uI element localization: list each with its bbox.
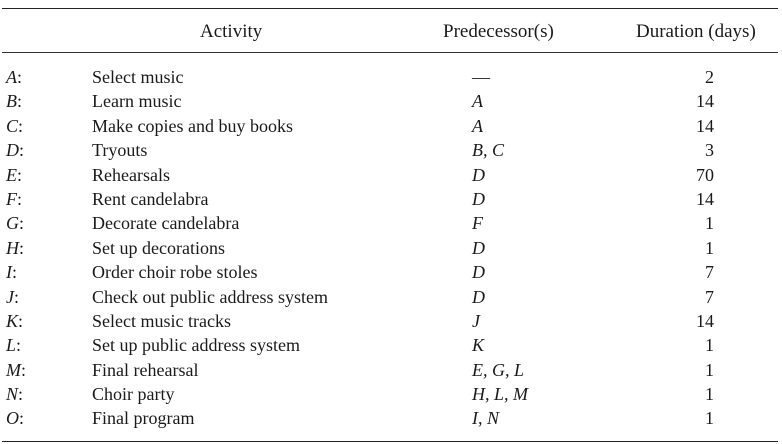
activity-predecessors: D	[472, 262, 485, 283]
activity-letter	[6, 236, 24, 260]
activity-name: Select music	[92, 67, 184, 87]
activity-name: Check out public address system	[92, 286, 328, 307]
header-row	[2, 9, 778, 52]
activity-letter	[6, 138, 24, 162]
activity-id: N	[6, 384, 19, 405]
activity-id-colon: :	[19, 213, 25, 234]
activity-id-colon: :	[18, 384, 24, 405]
table-row	[2, 187, 778, 211]
activity-duration: 1	[705, 384, 714, 405]
activity-duration: 1	[705, 359, 714, 380]
activity-letter	[6, 260, 17, 284]
table-row	[2, 236, 778, 260]
activity-letter	[6, 358, 26, 382]
table-row	[2, 382, 778, 406]
activity-id-colon: :	[14, 286, 20, 307]
activity-predecessors: D	[472, 164, 485, 185]
activity-duration: 2	[705, 67, 714, 87]
activity-id-colon: :	[12, 262, 18, 283]
activity-id-colon: :	[19, 237, 25, 258]
activity-id: D	[6, 140, 19, 161]
activity-name: Learn music	[92, 91, 182, 112]
header-activity: Activity	[200, 21, 263, 42]
activity-id: F	[6, 188, 17, 209]
activity-id: A	[6, 67, 17, 87]
activity-duration: 14	[696, 115, 714, 136]
activity-name: Final rehearsal	[92, 359, 199, 380]
activity-letter	[6, 309, 23, 333]
activity-name: Rent candelabra	[92, 188, 209, 209]
activity-id: E	[6, 164, 17, 185]
activity-id-colon: :	[19, 408, 25, 429]
activity-name: Rehearsals	[92, 164, 170, 185]
activity-name: Tryouts	[92, 140, 148, 161]
table-row	[2, 89, 778, 113]
activity-letter	[6, 163, 22, 187]
activity-id: K	[6, 310, 19, 331]
activity-duration: 1	[705, 237, 714, 258]
activity-id: H	[6, 237, 19, 258]
activity-letter	[6, 406, 24, 430]
activity-letter	[6, 65, 22, 89]
activity-id-colon: :	[17, 188, 23, 209]
table-row	[2, 333, 778, 357]
activity-predecessors: H, L, M	[472, 384, 529, 405]
activity-duration: 14	[696, 91, 714, 112]
table-row	[2, 65, 778, 89]
activity-id: I	[6, 262, 12, 283]
activity-id: M	[6, 359, 21, 380]
activity-id-colon: :	[21, 359, 27, 380]
activity-id: G	[6, 213, 19, 234]
activity-duration: 7	[705, 286, 714, 307]
activity-id: L	[6, 335, 17, 356]
activity-duration: 1	[705, 408, 714, 429]
activity-predecessors: E, G, L	[472, 359, 525, 380]
table-row	[2, 211, 778, 235]
activity-name: Final program	[92, 408, 195, 429]
bottom-rule	[2, 441, 778, 442]
table-row	[2, 163, 778, 187]
activity-predecessors: I, N	[472, 408, 499, 429]
activity-letter	[6, 333, 21, 357]
table-row	[2, 260, 778, 284]
activity-letter	[6, 187, 22, 211]
table-row	[2, 309, 778, 333]
activity-name: Choir party	[92, 384, 175, 405]
activity-letter	[6, 89, 22, 113]
activity-name: Select music tracks	[92, 310, 231, 331]
activity-predecessors: J	[472, 310, 480, 331]
activity-id: B	[6, 91, 17, 112]
activity-predecessors: —	[472, 67, 490, 87]
activity-name: Make copies and buy books	[92, 115, 293, 136]
activity-id-colon: :	[16, 335, 22, 356]
table-body	[2, 53, 778, 441]
activity-name: Order choir robe stoles	[92, 262, 258, 283]
activity-id-colon: :	[17, 164, 23, 185]
activity-duration: 1	[705, 335, 714, 356]
activity-id: C	[6, 115, 19, 136]
activity-id-colon: :	[17, 91, 23, 112]
activity-duration: 70	[696, 164, 714, 185]
activity-predecessors: K	[472, 335, 485, 356]
activity-predecessors: D	[472, 188, 485, 209]
activity-duration: 14	[696, 188, 714, 209]
activity-predecessors: B, C	[472, 140, 505, 161]
activity-table	[2, 8, 778, 442]
table-row	[2, 114, 778, 138]
activity-predecessors: F	[472, 213, 483, 234]
activity-letter	[6, 382, 23, 406]
activity-name: Set up decorations	[92, 237, 225, 258]
activity-id-colon: :	[17, 67, 23, 87]
activity-duration: 14	[696, 310, 714, 331]
activity-predecessors: D	[472, 286, 485, 307]
table-row	[2, 138, 778, 162]
activity-name: Decorate candelabra	[92, 213, 240, 234]
activity-letter	[6, 114, 23, 138]
activity-predecessors: A	[472, 91, 483, 112]
activity-duration: 1	[705, 213, 714, 234]
header-duration: Duration (days)	[636, 21, 756, 42]
activity-letter	[6, 211, 24, 235]
header-predecessors: Predecessor(s)	[443, 21, 554, 42]
activity-predecessors: D	[472, 237, 485, 258]
activity-name: Set up public address system	[92, 335, 300, 356]
activity-id: J	[6, 286, 14, 307]
table-row	[2, 406, 778, 430]
activity-id-colon: :	[18, 310, 24, 331]
activity-id-colon: :	[19, 140, 25, 161]
table-row	[2, 358, 778, 382]
activity-predecessors: A	[472, 115, 483, 136]
activity-duration: 3	[705, 140, 714, 161]
activity-letter	[6, 285, 19, 309]
activity-id-colon: :	[18, 115, 24, 136]
table-row	[2, 285, 778, 309]
activity-duration: 7	[705, 262, 714, 283]
activity-id: O	[6, 408, 19, 429]
